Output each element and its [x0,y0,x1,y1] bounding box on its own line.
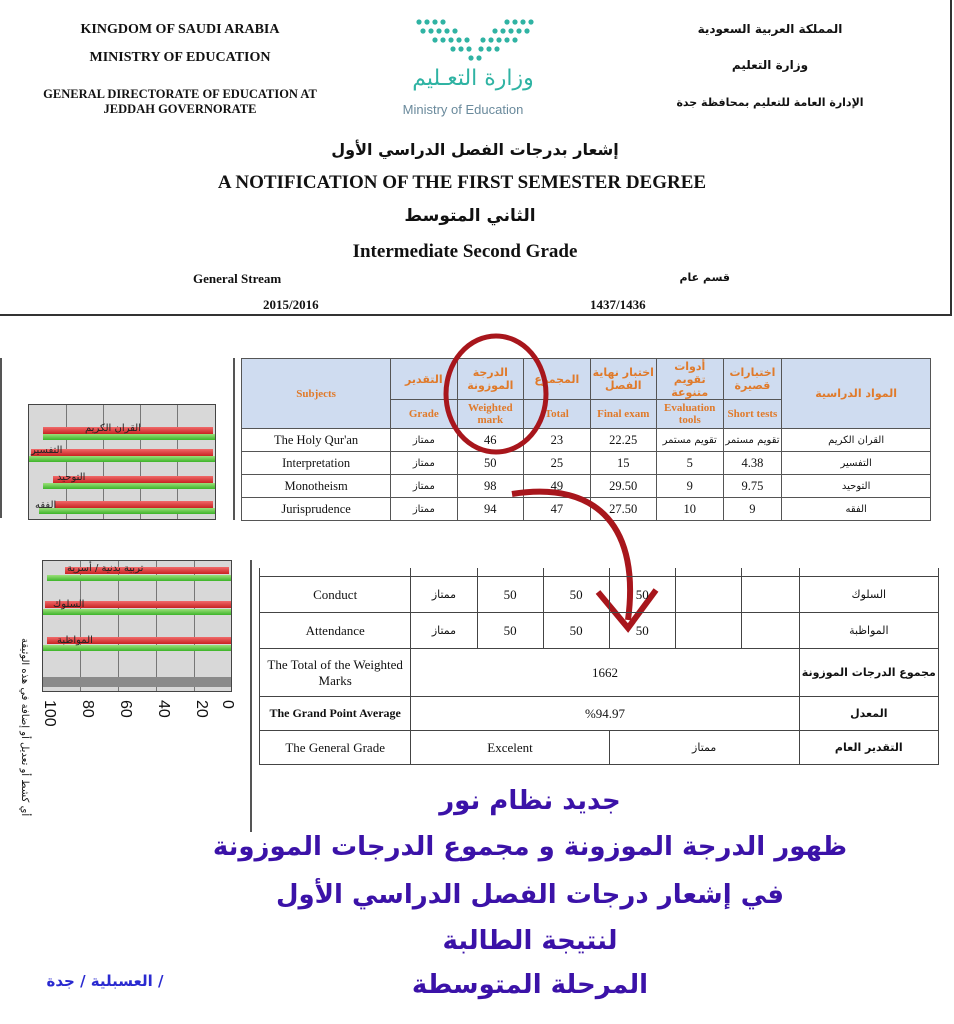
col-grade-ar: التقدير [391,359,457,400]
axis-tick: 20 [193,700,210,718]
cell-weighted: 98 [457,475,524,498]
ministry-en: MINISTRY OF EDUCATION [89,50,271,65]
year-hijri: 1437/1436 [590,297,646,312]
axis-tick: 60 [117,700,134,718]
grade-ar: الثاني المتوسط [404,206,536,226]
cell-total: 47 [524,498,591,521]
cell-short: 9.75 [723,475,782,498]
cell-grade: ممتاز [411,613,477,649]
cell-subject-ar: التفسير [782,452,931,475]
chart-bar-green [39,508,215,514]
col-subjects: Subjects [242,359,391,429]
col-eval-ar: أدوات تقويم متنوعة [656,359,723,400]
cell-subject-ar: المواظبة [799,613,938,649]
chart-label: السلوك [53,599,85,610]
cell-short: تقويم مستمر [723,429,782,452]
cell-subject: Attendance [260,613,411,649]
overlay-line5: المرحلة المتوسطة [411,970,649,1000]
stream-ar: قسم عام [679,271,730,284]
cell-eval: تقويم مستمر [656,429,723,452]
cell-weighted: 94 [457,498,524,521]
cell-grade: ممتاز [391,429,457,452]
col-total-ar: المجموع [524,359,591,400]
total-label-en: The Total of the Weighted Marks [260,649,411,697]
chart-bar-green [43,483,215,489]
table-row [260,577,939,613]
cell-final: 27.50 [590,498,656,521]
cell-weighted: 50 [477,577,543,613]
chart-base-band [43,677,231,687]
chart-bar-green [47,575,231,581]
table-row [242,498,931,521]
general-grade-value-en: Excelent [411,731,609,765]
behaviour-table [259,568,939,765]
average-label-en: The Grand Point Average [260,697,411,731]
cell-weighted: 50 [457,452,524,475]
cell-subject-ar: السلوك [799,577,938,613]
cell-grade: ممتاز [391,452,457,475]
behaviour-bar-chart [42,560,232,692]
ministry-logo-icon [415,18,535,62]
section1-divider [233,358,235,520]
chart-label: المواظبة [57,635,93,646]
average-value: %94.97 [411,697,799,731]
cell-subject-ar: القران الكريم [782,429,931,452]
cell-total: 49 [524,475,591,498]
total-row [260,649,939,697]
ministry-ar: وزارة التعليم [731,58,809,72]
overlay-line3: في إشعار درجات الفصل الدراسي الأول [275,880,785,910]
cell-short: 9 [723,498,782,521]
cell-subject: Conduct [260,577,411,613]
col-subjects-ar: المواد الدراسية [782,359,931,429]
cell-final: 22.25 [590,429,656,452]
cell-eval: 5 [656,452,723,475]
cell-subject-ar: التوحيد [782,475,931,498]
chart-bar-red [55,501,213,508]
chart-label: القران الكريم [85,423,142,434]
total-value: 1662 [411,649,799,697]
cell-subject: Jurisprudence [242,498,391,521]
col-eval-en: Evaluation tools [656,400,723,429]
directorate-ar: الإدارة العامة للتعليم بمحافظة جدة [676,96,864,109]
stream-en: General Stream [193,271,282,286]
logo-english: Ministry of Education [402,102,524,117]
cell-final: 50 [609,577,675,613]
general-grade-value-ar: ممتاز [609,731,799,765]
cell-eval: 10 [656,498,723,521]
title-ar: إشعار بدرجات الفصل الدراسي الأول [331,140,619,159]
general-grade-label-ar: التقدير العام [799,731,938,765]
table-row [242,475,931,498]
cell-grade: ممتاز [391,498,457,521]
table-row [242,429,931,452]
cell-final: 50 [609,613,675,649]
section2-divider [250,560,252,832]
total-label-ar: مجموع الدرجات الموزونة [799,649,938,697]
col-final-ar: اختبار نهاية الفصل [590,359,656,400]
cell-final: 15 [590,452,656,475]
axis-tick: 0 [219,700,236,709]
average-row [260,697,939,731]
cell-short: 4.38 [723,452,782,475]
cell-weighted: 50 [477,613,543,649]
average-label-ar: المعدل [799,697,938,731]
logo-arabic: وزارة التعـليم [412,66,534,91]
axis-tick: 40 [155,700,172,718]
cell-total: 23 [524,429,591,452]
cell-subject-ar: الفقه [782,498,931,521]
axis-tick: 100 [41,700,58,727]
subject-bar-chart [28,404,216,520]
overlay-line4: لنتيجة الطالبة [442,926,618,956]
cell-subject: Monotheism [242,475,391,498]
year-gregorian: 2015/2016 [263,297,319,312]
kingdom-ar: المملكة العربية السعودية [697,22,843,36]
cell-total: 25 [524,452,591,475]
chart-label: التوحيد [57,472,86,483]
cell-final: 29.50 [590,475,656,498]
cell-total: 50 [543,613,609,649]
table-row [260,613,939,649]
title-en: A NOTIFICATION OF THE FIRST SEMESTER DEGREE [217,172,707,193]
cell-weighted: 46 [457,429,524,452]
col-short-en: Short tests [723,400,782,429]
cell-subject: The Holy Qur'an [242,429,391,452]
grade-en: Intermediate Second Grade [352,241,578,262]
chart-bar-green [43,434,215,440]
chart-label: تربية بدنية / أسرية [67,563,144,574]
left-edge-line [0,358,2,518]
overlay-line2: ظهور الدرجة الموزونة و مجموع الدرجات الموزونة [212,832,848,862]
directorate-en-line2: JEDDAH GOVERNORATE [103,102,257,116]
chart-label: الفقه [35,500,57,511]
axis-tick: 80 [79,700,96,718]
overlay-line1: جديد نظام نور [439,786,621,816]
chart-bar-green [29,456,215,462]
certificate-header [0,0,952,316]
subjects-table [241,358,931,521]
cell-total: 50 [543,577,609,613]
cell-eval: 9 [656,475,723,498]
col-grade-en: Grade [391,400,457,429]
col-weighted-en: Weighted mark [457,400,524,429]
side-note: أي كشط أو تعديل أو إضافة في هذه الوثيقة [19,637,30,816]
cell-grade: ممتاز [411,577,477,613]
cell-grade: ممتاز [391,475,457,498]
kingdom-en: KINGDOM OF SAUDI ARABIA [80,22,280,37]
col-total-en: Total [524,400,591,429]
col-final-en: Final exam [590,400,656,429]
general-grade-label-en: The General Grade [260,731,411,765]
cell-subject: Interpretation [242,452,391,475]
general-grade-row [260,731,939,765]
chart-x-axis [36,700,236,736]
chart-label: التفسير [31,445,63,456]
signature: / العسبلية / جدة [46,972,164,990]
col-short-ar: اختبارات قصيرة [723,359,782,400]
col-weighted-ar: الدرجة الموزونة [457,359,524,400]
table-row [242,452,931,475]
directorate-en-line1: GENERAL DIRECTORATE OF EDUCATION AT [43,87,317,101]
